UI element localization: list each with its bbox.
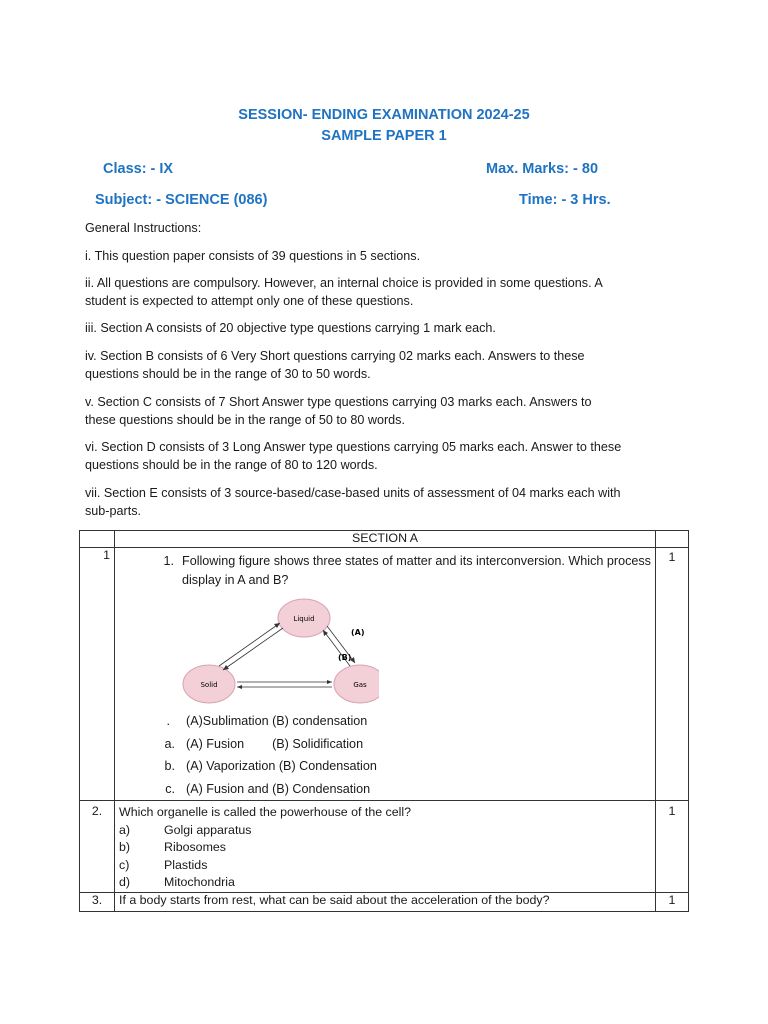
label-b: (B)	[338, 653, 352, 662]
section-title: SECTION A	[115, 531, 656, 548]
section-header-row	[80, 531, 689, 548]
time-label: Time: - 3 Hrs.	[519, 192, 611, 208]
states-of-matter-diagram	[179, 598, 379, 708]
option-item: c) Plastids	[119, 857, 208, 872]
option-item: b. (A) Vaporization (B) Condensation	[164, 759, 377, 773]
question-marks: 1	[656, 548, 689, 801]
option-item: d) Mitochondria	[119, 875, 235, 889]
instruction-item: vi. Section D consists of 3 Long Answer type questions carrying 05 marks each. Answer to these questions should be in the range of 80 to 120 words.	[85, 440, 622, 472]
instruction-item: i. This question paper consists of 39 questions in 5 sections.	[85, 249, 421, 263]
option-item: a. (A) Fusion (B) Solidification	[164, 736, 364, 751]
gas-label: Gas	[353, 681, 367, 689]
instruction-item: vii. Section E consists of 3 source-based/case-based units of assessment of 04 marks each with sub-parts.	[85, 486, 621, 518]
question-table	[79, 530, 689, 912]
max-marks: Max. Marks: - 80	[486, 161, 599, 177]
question-inner-number: 1.	[163, 554, 174, 568]
question-marks: 1	[656, 893, 689, 912]
class-label: Class: - IX	[103, 161, 174, 177]
option-item: c. (A) Fusion and (B) Condensation	[165, 781, 371, 796]
instructions-heading: General Instructions:	[85, 221, 202, 235]
instruction-item: ii. All questions are compulsory. However, an internal choice is provided in some questions. A student is expected to attempt only one of these questions.	[85, 276, 603, 308]
liquid-label: Liquid	[293, 615, 315, 623]
exam-title: SESSION- ENDING EXAMINATION 2024-25	[238, 107, 530, 123]
table-row	[80, 801, 689, 893]
instruction-item: v. Section C consists of 7 Short Answer type questions carrying 03 marks each. Answers to these questions should be in the range of 50 to 80 words.	[85, 395, 592, 427]
option-item: b) Ribosomes	[119, 840, 226, 854]
option-item: a) Golgi apparatus	[119, 822, 252, 837]
solid-label: Solid	[200, 681, 218, 689]
option-item: . (A)Sublimation (B) condensation	[166, 714, 368, 728]
question-marks: 1	[656, 801, 689, 893]
table-row	[80, 548, 689, 801]
table-row	[80, 893, 689, 912]
subject-label: Subject: - SCIENCE (086)	[95, 192, 268, 208]
label-a: (A)	[351, 628, 365, 637]
question-number: 1	[80, 548, 115, 801]
question-text: If a body starts from rest, what can be said about the acceleration of the body?	[115, 893, 656, 912]
paper-subtitle: SAMPLE PAPER 1	[321, 128, 447, 144]
instruction-item: iv. Section B consists of 6 Very Short questions carrying 02 marks each. Answers to these questions should be in the range of 30 to 50 words.	[85, 349, 585, 381]
instruction-item: iii. Section A consists of 20 objective type questions carrying 1 mark each.	[85, 321, 496, 335]
question-text: Which organelle is called the powerhouse of the cell?	[119, 805, 412, 819]
question-text: Following figure shows three states of matter and its interconversion. Which process display in A and B?	[182, 554, 651, 587]
question-number: 2.	[80, 801, 115, 893]
question-number: 3.	[80, 893, 115, 912]
